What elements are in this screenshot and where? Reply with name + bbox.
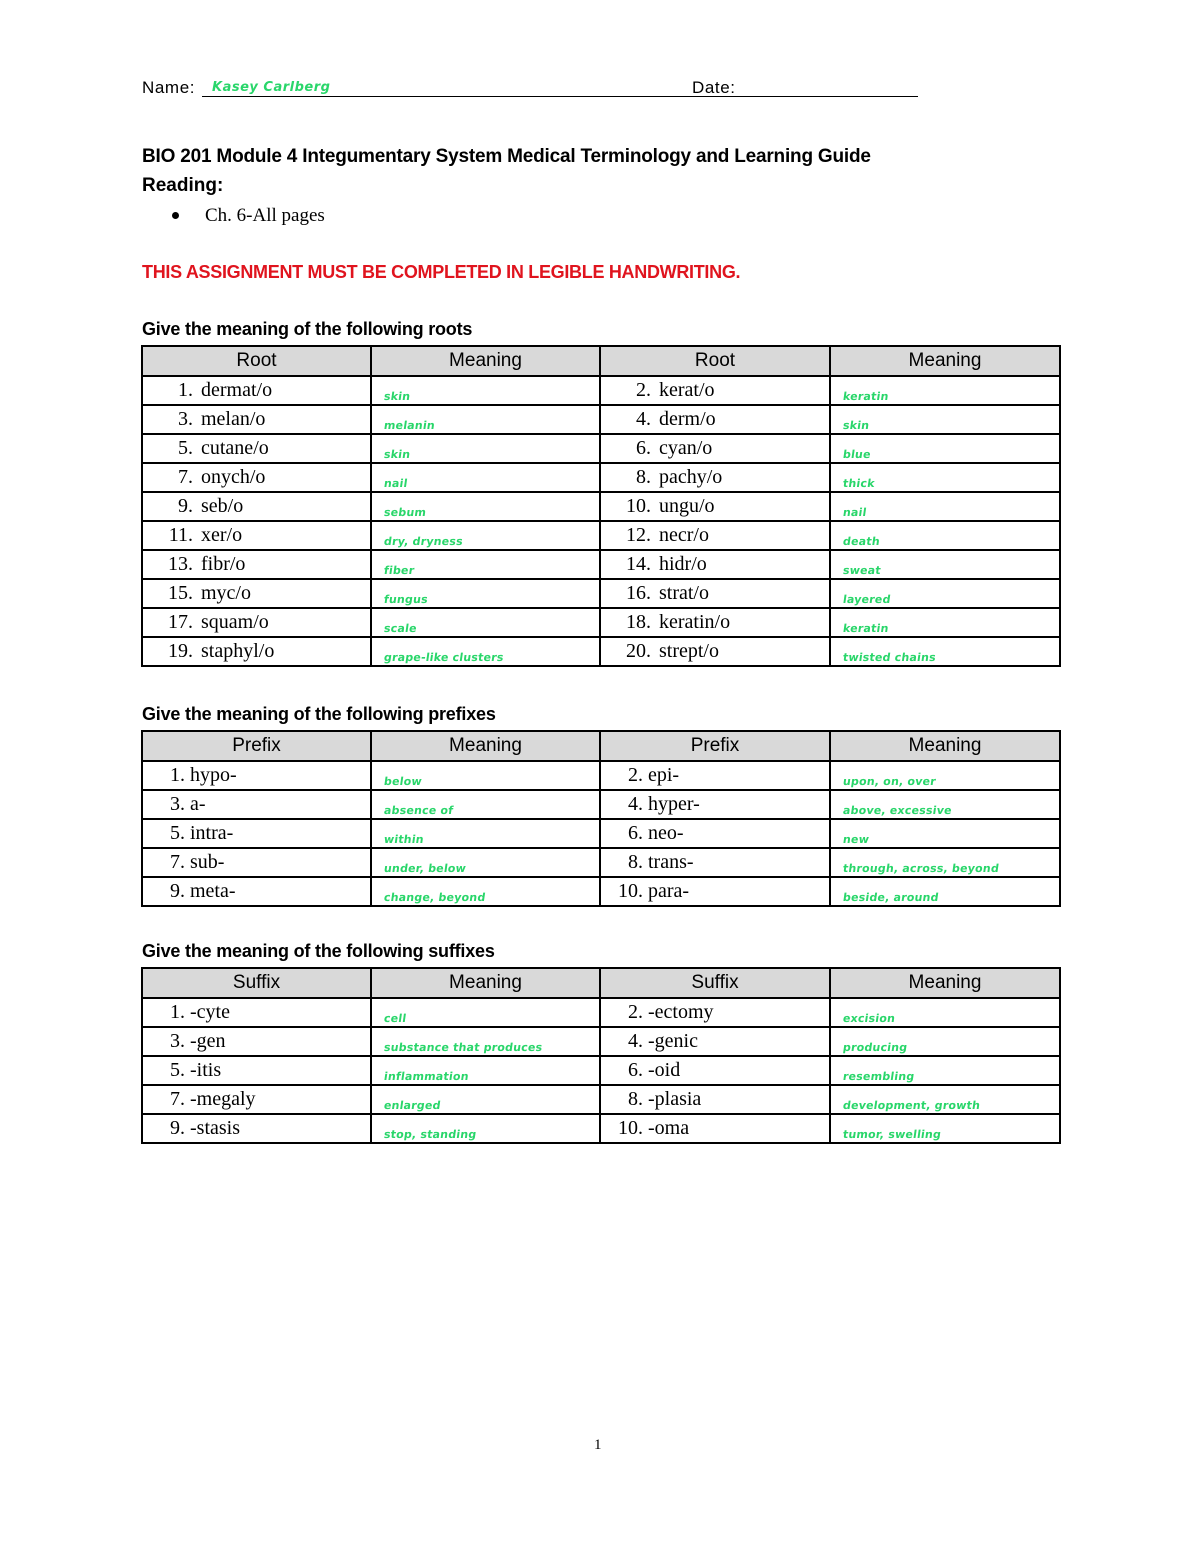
term-cell: [600, 492, 830, 521]
meaning-cell[interactable]: [371, 376, 600, 405]
item-number: 4.: [636, 408, 651, 430]
item-number: 2.: [628, 1001, 643, 1023]
handwritten-answer: dry, dryness: [383, 535, 464, 548]
handwriting-warning: THIS ASSIGNMENT MUST BE COMPLETED IN LEGIBLE HANDWRITING.: [142, 262, 741, 282]
term-text: ungu/o: [659, 495, 715, 517]
term-text: staphyl/o: [201, 640, 275, 662]
column-header: Meaning: [371, 731, 600, 761]
suffixes-heading: Give the meaning of the following suffixes: [142, 941, 495, 961]
handwritten-answer: keratin: [842, 622, 890, 635]
meaning-cell[interactable]: [830, 1085, 1060, 1114]
term-cell: [142, 1056, 371, 1085]
table-row: [142, 463, 1060, 492]
term-text: fibr/o: [201, 553, 246, 575]
handwritten-answer: skin: [842, 419, 871, 432]
column-header: Prefix: [600, 731, 830, 761]
term-cell: [142, 521, 371, 550]
column-header: Meaning: [830, 346, 1060, 376]
date-field[interactable]: [746, 76, 918, 97]
item-number: 9.: [178, 495, 193, 517]
item-number: 7.: [170, 851, 185, 873]
table-row: [142, 1085, 1060, 1114]
term-text: melan/o: [201, 408, 266, 430]
term-cell: [600, 848, 830, 877]
handwritten-answer: absence of: [383, 804, 455, 817]
handwritten-answer: melanin: [383, 419, 436, 432]
handwritten-answer: skin: [383, 390, 412, 403]
item-number: 10.: [618, 880, 643, 902]
table-row: [142, 637, 1060, 666]
table-row: [142, 608, 1060, 637]
roots-heading: Give the meaning of the following roots: [142, 319, 473, 339]
term-cell: [142, 463, 371, 492]
meaning-cell[interactable]: [371, 637, 600, 666]
meaning-cell[interactable]: [371, 463, 600, 492]
item-number: 1.: [170, 1001, 185, 1023]
term-cell: [600, 405, 830, 434]
meaning-cell[interactable]: [371, 579, 600, 608]
term-cell: [600, 579, 830, 608]
term-text: -plasia: [648, 1088, 702, 1110]
meaning-cell[interactable]: [371, 550, 600, 579]
item-number: 6.: [628, 822, 643, 844]
meaning-cell[interactable]: [371, 819, 600, 848]
handwritten-answer: excision: [842, 1012, 897, 1025]
prefixes-heading: Give the meaning of the following prefixes: [142, 704, 496, 724]
meaning-cell[interactable]: [830, 1114, 1060, 1143]
term-text: epi-: [648, 764, 680, 786]
term-cell: [142, 1027, 371, 1056]
item-number: 10.: [626, 495, 651, 517]
table-row: [142, 1056, 1060, 1085]
term-text: -gen: [190, 1030, 226, 1052]
table-row: [142, 492, 1060, 521]
handwritten-answer: stop, standing: [383, 1128, 478, 1141]
term-text: cutane/o: [201, 437, 269, 459]
handwritten-answer: resembling: [842, 1070, 916, 1083]
term-cell: [600, 819, 830, 848]
meaning-cell[interactable]: [371, 492, 600, 521]
meaning-cell[interactable]: [371, 405, 600, 434]
term-text: neo-: [648, 822, 684, 844]
term-cell: [600, 637, 830, 666]
term-cell: [600, 790, 830, 819]
meaning-cell[interactable]: [830, 790, 1060, 819]
term-cell: [142, 550, 371, 579]
handwritten-answer: fiber: [383, 564, 416, 577]
term-text: intra-: [190, 822, 234, 844]
meaning-cell[interactable]: [371, 608, 600, 637]
column-header: Meaning: [371, 968, 600, 998]
term-text: cyan/o: [659, 437, 713, 459]
handwritten-answer: nail: [383, 477, 409, 490]
handwritten-answer: under, below: [383, 862, 467, 875]
term-cell: [142, 877, 371, 906]
term-cell: [600, 376, 830, 405]
item-number: 17.: [168, 611, 193, 633]
item-number: 3.: [170, 1030, 185, 1052]
handwritten-answer: grape-like clusters: [383, 651, 505, 664]
term-text: -cyte: [190, 1001, 230, 1023]
term-text: sub-: [190, 851, 225, 873]
prefixes-table: [141, 730, 1061, 907]
meaning-cell[interactable]: [830, 434, 1060, 463]
handwritten-answer: within: [383, 833, 425, 846]
term-cell: [142, 492, 371, 521]
page-title: BIO 201 Module 4 Integumentary System Medical Terminology and Learning Guide: [142, 146, 871, 167]
item-number: 4.: [628, 793, 643, 815]
term-text: keratin/o: [659, 611, 731, 633]
term-text: necr/o: [659, 524, 709, 546]
item-number: 3.: [170, 793, 185, 815]
table-row: [142, 1027, 1060, 1056]
item-number: 15.: [168, 582, 193, 604]
term-text: seb/o: [201, 495, 244, 517]
item-number: 13.: [168, 553, 193, 575]
table-row: [142, 1114, 1060, 1143]
term-cell: [142, 405, 371, 434]
bullet-icon: [172, 212, 179, 219]
term-text: a-: [190, 793, 206, 815]
term-text: trans-: [648, 851, 694, 873]
handwritten-answer: keratin: [842, 390, 890, 403]
term-cell: [142, 848, 371, 877]
item-number: 10.: [618, 1117, 643, 1139]
meaning-cell[interactable]: [371, 848, 600, 877]
term-cell: [600, 521, 830, 550]
meaning-cell[interactable]: [830, 463, 1060, 492]
column-header: Root: [142, 346, 371, 376]
column-header: Suffix: [142, 968, 371, 998]
term-text: derm/o: [659, 408, 716, 430]
term-cell: [142, 608, 371, 637]
term-text: hyper-: [648, 793, 700, 815]
table-row: [142, 819, 1060, 848]
handwritten-answer: cell: [383, 1012, 408, 1025]
term-text: kerat/o: [659, 379, 715, 401]
handwritten-answer: tumor, swelling: [842, 1128, 943, 1141]
table-header-row: [142, 346, 1060, 376]
item-number: 18.: [626, 611, 651, 633]
term-text: -oma: [648, 1117, 690, 1139]
term-cell: [142, 761, 371, 790]
table-row: [142, 877, 1060, 906]
item-number: 5.: [178, 437, 193, 459]
meaning-cell[interactable]: [830, 848, 1060, 877]
handwritten-answer: skin: [383, 448, 412, 461]
meaning-cell[interactable]: [830, 550, 1060, 579]
handwritten-answer: below: [383, 775, 423, 788]
meaning-cell[interactable]: [830, 579, 1060, 608]
handwritten-answer: development, growth: [842, 1099, 982, 1112]
item-number: 6.: [636, 437, 651, 459]
term-cell: [142, 1114, 371, 1143]
handwritten-answer: upon, on, over: [842, 775, 937, 788]
meaning-cell[interactable]: [371, 998, 600, 1027]
column-header: Meaning: [830, 968, 1060, 998]
handwritten-answer: layered: [842, 593, 892, 606]
name-date-line: [142, 76, 922, 102]
item-number: 8.: [628, 1088, 643, 1110]
item-number: 9.: [170, 1117, 185, 1139]
handwritten-answer: new: [842, 833, 870, 846]
handwritten-answer: twisted chains: [842, 651, 937, 664]
item-number: 3.: [178, 408, 193, 430]
table-header-row: [142, 731, 1060, 761]
term-cell: [142, 376, 371, 405]
term-text: pachy/o: [659, 466, 723, 488]
term-text: para-: [648, 880, 690, 902]
term-cell: [142, 819, 371, 848]
handwritten-answer: substance that produces: [383, 1041, 544, 1054]
item-number: 19.: [168, 640, 193, 662]
table-row: [142, 550, 1060, 579]
term-cell: [142, 434, 371, 463]
term-text: -megaly: [190, 1088, 256, 1110]
meaning-cell[interactable]: [830, 521, 1060, 550]
handwritten-answer: blue: [842, 448, 872, 461]
meaning-cell[interactable]: [830, 492, 1060, 521]
term-text: strat/o: [659, 582, 709, 604]
item-number: 14.: [626, 553, 651, 575]
item-number: 2.: [636, 379, 651, 401]
item-number: 9.: [170, 880, 185, 902]
table-row: [142, 579, 1060, 608]
term-cell: [600, 463, 830, 492]
reading-item-text: Ch. 6-All pages: [205, 205, 325, 226]
item-number: 20.: [626, 640, 651, 662]
item-number: 8.: [636, 466, 651, 488]
table-row: [142, 405, 1060, 434]
handwritten-answer: fungus: [383, 593, 429, 606]
item-number: 1.: [170, 764, 185, 786]
table-header-row: [142, 968, 1060, 998]
term-text: strept/o: [659, 640, 719, 662]
table-row: [142, 376, 1060, 405]
item-number: 6.: [628, 1059, 643, 1081]
term-text: -oid: [648, 1059, 681, 1081]
meaning-cell[interactable]: [830, 819, 1060, 848]
term-cell: [142, 790, 371, 819]
term-cell: [142, 1085, 371, 1114]
table-row: [142, 848, 1060, 877]
table-row: [142, 434, 1060, 463]
meaning-cell[interactable]: [371, 1056, 600, 1085]
term-text: xer/o: [201, 524, 243, 546]
page-number: 1: [594, 1437, 602, 1453]
reading-item: [172, 205, 325, 227]
handwritten-answer: sebum: [383, 506, 428, 519]
term-text: -itis: [190, 1059, 222, 1081]
term-cell: [600, 761, 830, 790]
handwritten-answer: through, across, beyond: [842, 862, 1000, 875]
term-cell: [142, 998, 371, 1027]
handwritten-answer: enlarged: [383, 1099, 442, 1112]
item-number: 4.: [628, 1030, 643, 1052]
suffixes-table: [141, 967, 1061, 1144]
handwritten-answer: producing: [842, 1041, 909, 1054]
item-number: 7.: [170, 1088, 185, 1110]
term-text: dermat/o: [201, 379, 273, 401]
handwritten-answer: inflammation: [383, 1070, 470, 1083]
item-number: 7.: [178, 466, 193, 488]
item-number: 8.: [628, 851, 643, 873]
term-text: -stasis: [190, 1117, 240, 1139]
handwritten-answer: scale: [383, 622, 418, 635]
meaning-cell[interactable]: [830, 376, 1060, 405]
term-cell: [600, 1114, 830, 1143]
meaning-cell[interactable]: [830, 761, 1060, 790]
table-row: [142, 521, 1060, 550]
item-number: 16.: [626, 582, 651, 604]
table-row: [142, 998, 1060, 1027]
meaning-cell[interactable]: [371, 521, 600, 550]
meaning-cell[interactable]: [371, 761, 600, 790]
term-text: hypo-: [190, 764, 237, 786]
handwritten-answer: change, beyond: [383, 891, 487, 904]
term-cell: [600, 1085, 830, 1114]
meaning-cell[interactable]: [830, 405, 1060, 434]
meaning-cell[interactable]: [371, 790, 600, 819]
item-number: 5.: [170, 1059, 185, 1081]
reading-label: Reading:: [142, 175, 224, 196]
meaning-cell[interactable]: [830, 1056, 1060, 1085]
handwritten-answer: sweat: [842, 564, 882, 577]
term-cell: [600, 550, 830, 579]
handwritten-answer: above, excessive: [842, 804, 953, 817]
item-number: 12.: [626, 524, 651, 546]
meaning-cell[interactable]: [371, 1027, 600, 1056]
term-cell: [600, 1027, 830, 1056]
column-header: Suffix: [600, 968, 830, 998]
meaning-cell[interactable]: [830, 877, 1060, 906]
meaning-cell[interactable]: [830, 1027, 1060, 1056]
term-text: -genic: [648, 1030, 698, 1052]
term-text: hidr/o: [659, 553, 707, 575]
handwritten-answer: thick: [842, 477, 876, 490]
meaning-cell[interactable]: [371, 1085, 600, 1114]
meaning-cell[interactable]: [830, 637, 1060, 666]
item-number: 2.: [628, 764, 643, 786]
item-number: 5.: [170, 822, 185, 844]
handwritten-answer: death: [842, 535, 881, 548]
term-text: meta-: [190, 880, 236, 902]
name-label: Name:: [142, 78, 196, 97]
meaning-cell[interactable]: [371, 434, 600, 463]
column-header: Root: [600, 346, 830, 376]
meaning-cell[interactable]: [830, 998, 1060, 1027]
term-text: squam/o: [201, 611, 269, 633]
term-cell: [600, 608, 830, 637]
meaning-cell[interactable]: [830, 608, 1060, 637]
column-header: Meaning: [371, 346, 600, 376]
item-number: 11.: [168, 524, 193, 546]
meaning-cell[interactable]: [371, 877, 600, 906]
table-row: [142, 761, 1060, 790]
handwritten-answer: beside, around: [842, 891, 940, 904]
column-header: Prefix: [142, 731, 371, 761]
term-text: -ectomy: [648, 1001, 714, 1023]
term-cell: [142, 637, 371, 666]
term-cell: [142, 579, 371, 608]
term-cell: [600, 1056, 830, 1085]
table-row: [142, 790, 1060, 819]
roots-table: [141, 345, 1061, 667]
term-cell: [600, 877, 830, 906]
term-text: myc/o: [201, 582, 251, 604]
meaning-cell[interactable]: [371, 1114, 600, 1143]
term-cell: [600, 998, 830, 1027]
name-value: Kasey Carlberg: [212, 80, 331, 95]
term-cell: [600, 434, 830, 463]
column-header: Meaning: [830, 731, 1060, 761]
term-text: onych/o: [201, 466, 266, 488]
handwritten-answer: nail: [842, 506, 868, 519]
date-label: Date:: [692, 78, 736, 97]
item-number: 1.: [178, 379, 193, 401]
